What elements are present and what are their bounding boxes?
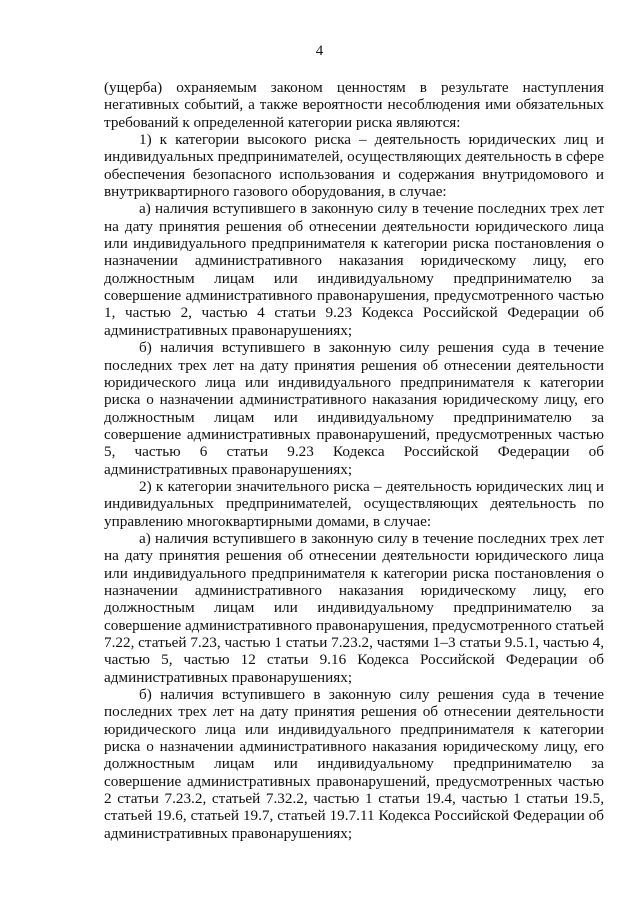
paragraph-high-risk-a: а) наличия вступившего в законную силу в течение последних трех лет на дату принятия решения об отнесении деятельности юридического лица или индивидуального предпринимателя к категории риска постановления о назначении административного наказания юридическому лицу, его должностным лицам или индивидуальному предпринимателю за совершение административного правонарушения, предусмотренного частью 1, частью 2, частью 4 статьи 9.23 Кодекса Российской Федерации об административных правонарушениях;: [104, 200, 604, 339]
paragraph-significant-risk-category: 2) к категории значительного риска – деятельность юридических лиц и индивидуальных предпринимателей, осуществляющих деятельность по управлению многоквартирными домами, в случае:: [104, 477, 604, 530]
document-body: [104, 79, 604, 842]
paragraph-significant-risk-b: б) наличия вступившего в законную силу решения суда в течение последних трех лет на дату принятия решения об отнесении деятельности юридического лица или индивидуального предпринимателя к категории риска о назначении административного наказания юридическому лицу, его должностным лицам или индивидуальному предпринимателю за совершение административных правонарушений, предусмотренных частью 2 статьи 7.23.2, статьей 7.32.2, частью 1 статьи 19.4, частью 1 статьи 19.5, статьей 19.6, статьей 19.7, статьей 19.7.11 Кодекса Российской Федерации об административных правонарушениях;: [104, 686, 604, 842]
page-number: 4: [315, 43, 324, 59]
paragraph-continuation: (ущерба) охраняемым законом ценностям в результате наступления негативных событий, а также вероятности несоблюдения ими обязательных требований к определенной категории риска являются:: [104, 79, 604, 131]
paragraph-high-risk-b: б) наличия вступившего в законную силу решения суда в течение последних трех лет на дату принятия решения об отнесении деятельности юридического лица или индивидуального предпринимателя к категории риска о назначении административного наказания юридическому лицу, его должностным лицам или индивидуальному предпринимателю за совершение административных правонарушений, предусмотренных частью 5, частью 6 статьи 9.23 Кодекса Российской Федерации об административных правонарушениях;: [104, 339, 604, 478]
paragraph-significant-risk-a: а) наличия вступившего в законную силу в течение последних трех лет на дату принятия решения об отнесении деятельности юридического лица или индивидуального предпринимателя к категории риска постановления о назначении административного наказания юридическому лицу, его должностным лицам или индивидуальному предпринимателю за совершение административного правонарушения, предусмотренного статьей 7.22, статьей 7.23, частью 1 статьи 7.23.2, частями 1–3 статьи 9.5.1, частью 4, частью 5, частью 12 статьи 9.16 Кодекса Российской Федерации об административных правонарушениях;: [104, 529, 605, 686]
paragraph-high-risk-category: 1) к категории высокого риска – деятельность юридических лиц и индивидуальных предпринимателей, осуществляющих деятельность в сфере обеспечения безопасного использования и содержания внутридомового и внутриквартирного газового оборудования, в случае:: [104, 131, 604, 201]
